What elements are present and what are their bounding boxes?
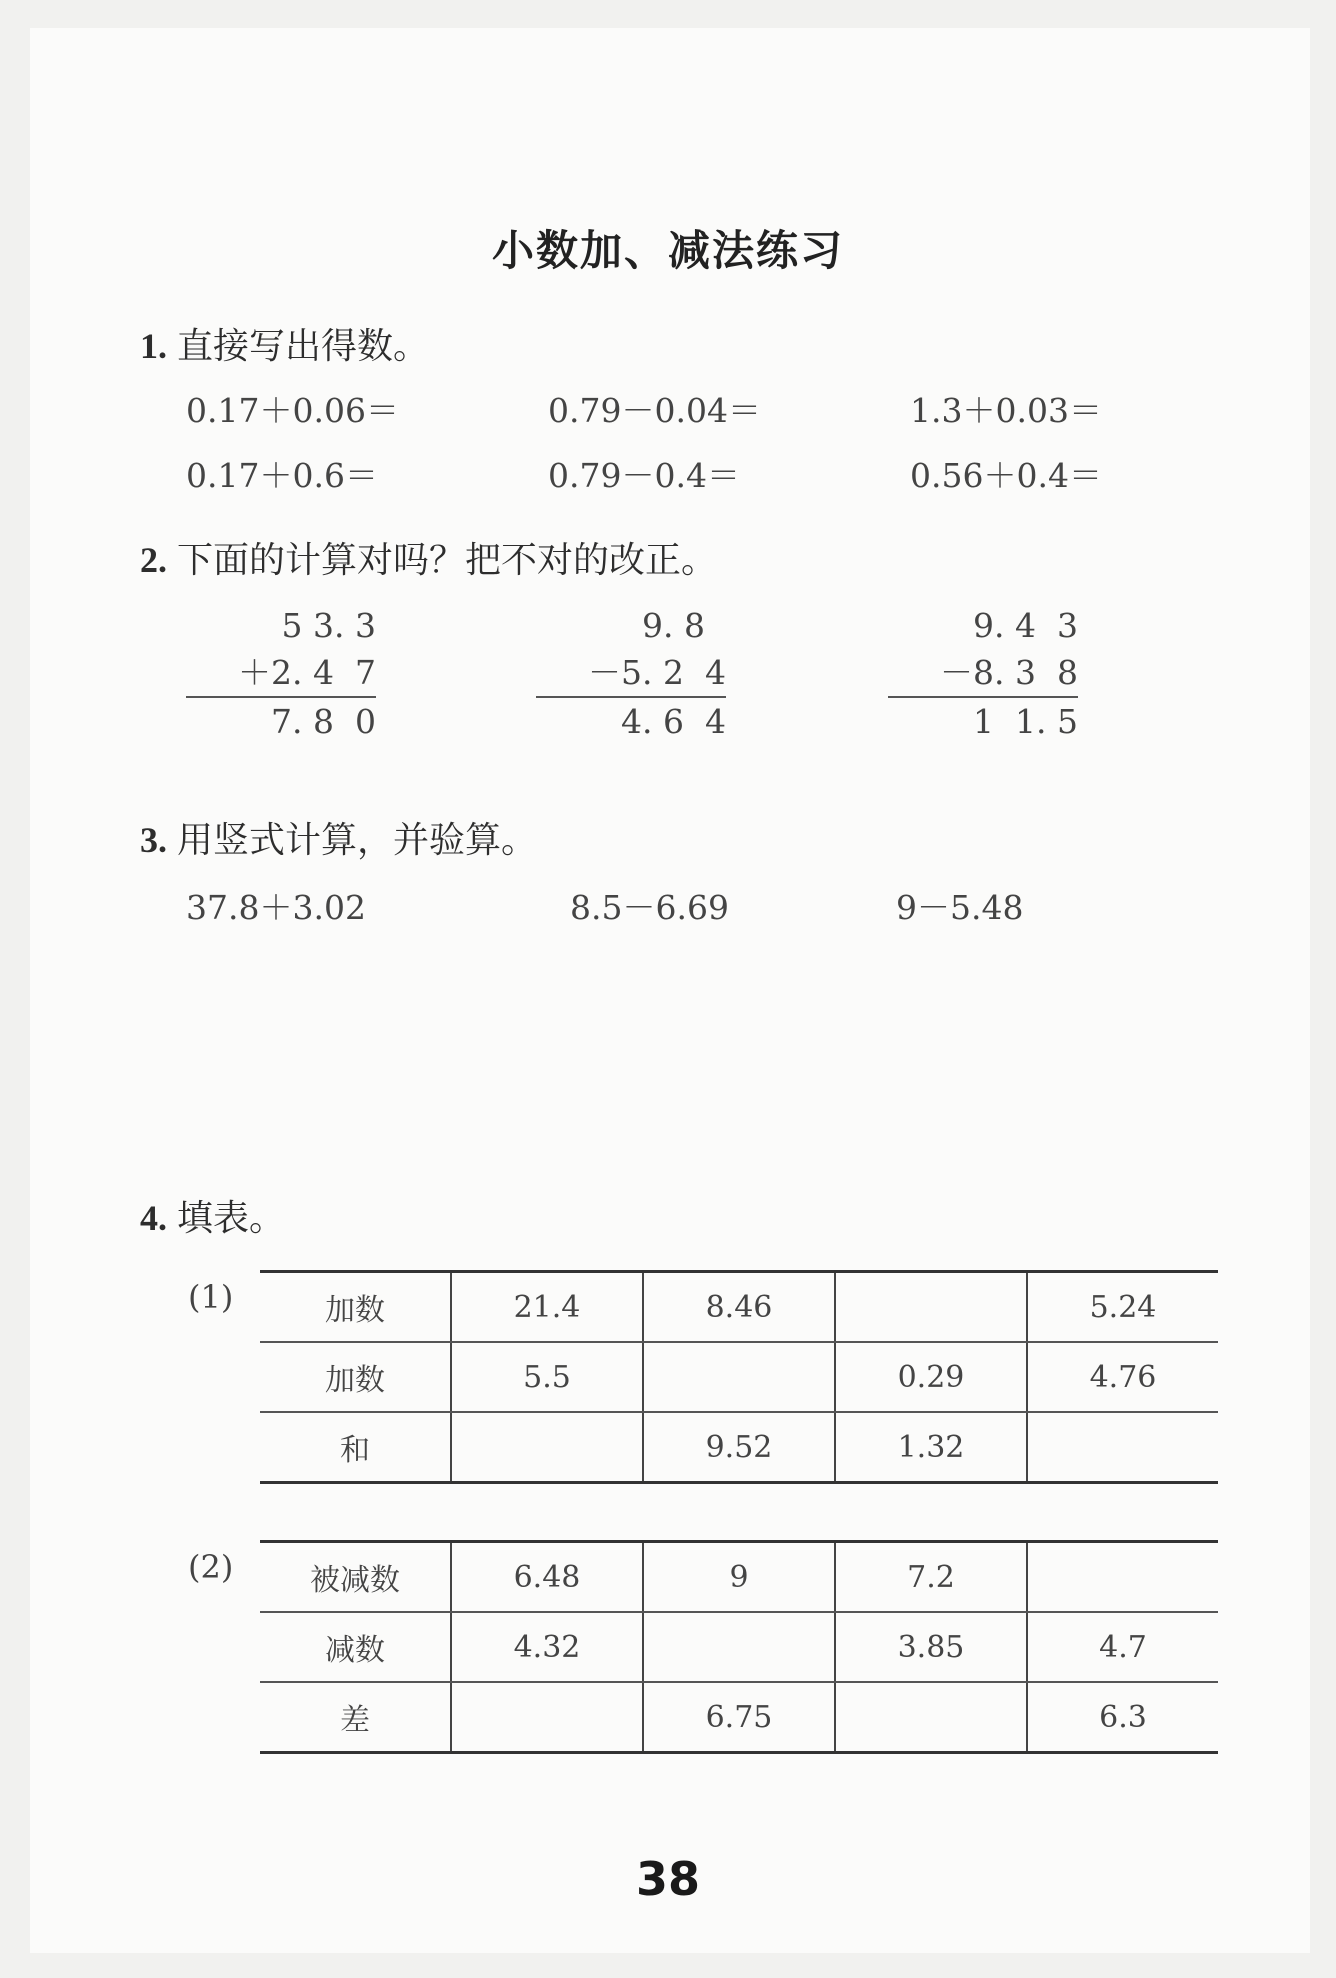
table-cell: 21.4 <box>451 1272 643 1343</box>
question-text: 填表。 <box>177 1198 286 1239</box>
question-3 <box>140 812 537 863</box>
vertical-calculation <box>536 602 726 745</box>
table-cell: 6.3 <box>1027 1682 1218 1753</box>
row-header: 和 <box>340 1433 370 1468</box>
table-cell: 8.46 <box>643 1272 835 1343</box>
table-cell <box>1027 1412 1218 1483</box>
table-row <box>260 1612 1218 1682</box>
row-header: 加数 <box>260 1342 451 1412</box>
expression: 0.17＋0.6＝ <box>186 456 378 495</box>
table-cell <box>451 1412 643 1483</box>
table-row <box>260 1542 1218 1613</box>
question-number: 4. <box>140 1198 167 1238</box>
table-cell <box>835 1682 1027 1753</box>
subtraction-table <box>260 1540 1218 1754</box>
question-number: 1. <box>140 326 167 366</box>
calc-top: 5 3. 3 <box>281 606 376 645</box>
row-header: 被减数 <box>260 1542 451 1613</box>
calc-top: 9. 8 <box>642 606 726 645</box>
question-number: 3. <box>140 820 167 860</box>
table-cell: 0.29 <box>835 1342 1027 1412</box>
table-cell <box>835 1272 1027 1343</box>
expression: 8.5－6.69 <box>570 888 729 927</box>
table-cell: 9.52 <box>643 1412 835 1483</box>
table-row <box>260 1412 1218 1483</box>
table-cell: 6.75 <box>643 1682 835 1753</box>
expression: 0.79－0.04＝ <box>548 391 761 430</box>
expression: 9－5.48 <box>896 888 1024 927</box>
question-4 <box>140 1190 285 1241</box>
table-cell: 4.32 <box>451 1612 643 1682</box>
question-1 <box>140 318 429 369</box>
expression: 0.56＋0.4＝ <box>910 456 1102 495</box>
question-text: 下面的计算对吗？把不对的改正。 <box>177 540 718 581</box>
question-2 <box>140 532 717 583</box>
page-number: 38 <box>635 1852 700 1906</box>
row-header: 差 <box>340 1703 370 1738</box>
table-cell: 3.85 <box>835 1612 1027 1682</box>
calc-top: 9. 4 3 <box>973 606 1078 645</box>
table-label: (2) <box>188 1548 234 1586</box>
expression: 0.17＋0.06＝ <box>186 391 399 430</box>
table-row <box>260 1272 1218 1343</box>
calc-result: 4. 6 4 <box>621 702 726 741</box>
table-cell <box>451 1682 643 1753</box>
calc-operand: －5. 2 4 <box>588 653 726 692</box>
table-cell: 4.76 <box>1027 1342 1218 1412</box>
question-number: 2. <box>140 540 167 580</box>
calc-result: 1 1. 5 <box>973 702 1078 741</box>
table-cell <box>1027 1542 1218 1613</box>
vertical-calculation <box>186 602 376 745</box>
table-cell: 1.32 <box>835 1412 1027 1483</box>
vertical-calculation <box>888 602 1078 745</box>
table-row <box>260 1682 1218 1753</box>
table-cell: 5.5 <box>451 1342 643 1412</box>
addition-table <box>260 1270 1218 1484</box>
calc-result: 7. 8 0 <box>271 702 376 741</box>
table-label: (1) <box>188 1278 234 1316</box>
table-cell: 4.7 <box>1027 1612 1218 1682</box>
table-cell <box>643 1612 835 1682</box>
expression: 0.79－0.4＝ <box>548 456 740 495</box>
table-cell: 6.48 <box>451 1542 643 1613</box>
question-text: 直接写出得数。 <box>177 326 430 367</box>
expression: 37.8＋3.02 <box>186 888 366 927</box>
calc-operand: ＋2. 4 7 <box>238 653 376 692</box>
table-cell: 5.24 <box>1027 1272 1218 1343</box>
table-cell: 7.2 <box>835 1542 1027 1613</box>
table-cell <box>643 1342 835 1412</box>
row-header: 减数 <box>260 1612 451 1682</box>
page-title: 小数加、减法练习 <box>491 226 844 275</box>
expression: 1.3＋0.03＝ <box>910 391 1102 430</box>
table-cell: 9 <box>643 1542 835 1613</box>
table-row <box>260 1342 1218 1412</box>
question-text: 用竖式计算，并验算。 <box>177 820 538 861</box>
calc-operand: －8. 3 8 <box>940 653 1078 692</box>
row-header: 加数 <box>260 1272 451 1343</box>
